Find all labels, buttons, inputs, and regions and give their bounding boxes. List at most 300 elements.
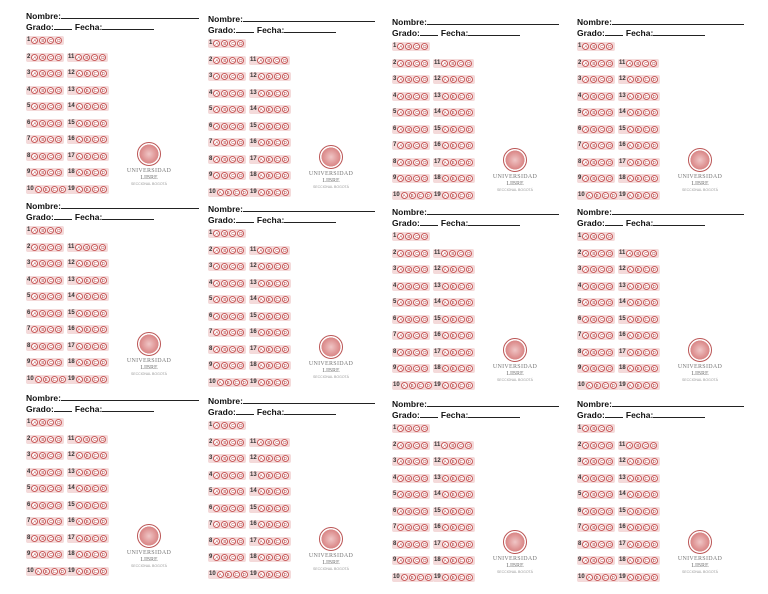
grado-blank[interactable] [236,214,254,223]
answer-bubble[interactable]: B [44,186,48,192]
answer-bubble[interactable]: D [652,574,656,580]
answer-bubble[interactable]: C [275,189,279,195]
answer-bubble[interactable]: C [231,264,235,269]
answer-bubble[interactable]: C [275,156,279,162]
answer-bubble[interactable]: A [628,459,632,464]
answer-bubble[interactable]: A [443,558,447,563]
answer-bubble[interactable]: A [259,439,263,445]
nombre-blank[interactable] [612,206,744,215]
answer-bubble[interactable]: D [652,283,656,289]
answer-bubble[interactable]: D [57,244,61,250]
answer-bubble[interactable]: A [77,436,81,442]
answer-bubble[interactable]: C [275,439,279,445]
answer-bubble[interactable]: A [402,382,406,388]
answer-bubble[interactable]: A [584,44,588,49]
answer-bubble[interactable]: C [644,77,648,82]
answer-bubble[interactable]: B [407,508,411,514]
answer-bubble[interactable]: B [267,173,271,178]
answer-bubble[interactable]: B [267,346,271,352]
answer-bubble[interactable]: D [283,140,287,145]
answer-bubble[interactable]: C [93,568,97,574]
answer-bubble[interactable]: B [636,176,640,181]
answer-bubble[interactable]: C [93,552,97,557]
answer-bubble[interactable]: D [101,87,105,93]
answer-bubble[interactable]: D [239,107,243,112]
answer-bubble[interactable]: A [33,104,37,109]
answer-bubble[interactable]: B [592,176,596,181]
answer-bubble[interactable]: D [426,382,430,388]
answer-bubble[interactable]: A [587,382,591,388]
answer-bubble[interactable]: D [283,123,287,129]
answer-bubble[interactable]: C [231,74,235,79]
answer-bubble[interactable]: D [467,316,471,322]
answer-bubble[interactable]: C [459,159,463,165]
answer-bubble[interactable]: C [231,297,235,302]
answer-bubble[interactable]: A [259,538,263,544]
answer-bubble[interactable]: B [451,176,455,181]
answer-bubble[interactable]: D [239,156,243,162]
answer-bubble[interactable]: D [423,492,427,497]
answer-bubble[interactable]: C [600,234,604,239]
answer-bubble[interactable]: A [33,310,37,316]
answer-bubble[interactable]: C [49,104,53,109]
answer-bubble[interactable]: C [234,571,238,577]
answer-bubble[interactable]: B [451,382,455,388]
answer-bubble[interactable]: B [267,123,271,129]
answer-bubble[interactable]: D [652,492,656,497]
answer-bubble[interactable]: C [415,508,419,514]
answer-bubble[interactable]: C [93,104,97,109]
answer-bubble[interactable]: D [426,192,430,198]
answer-bubble[interactable]: D [60,376,64,382]
answer-bubble[interactable]: C [93,436,97,442]
answer-bubble[interactable]: D [60,186,64,192]
answer-bubble[interactable]: D [101,519,105,524]
answer-bubble[interactable]: A [259,264,263,269]
answer-bubble[interactable]: B [85,453,89,458]
answer-bubble[interactable]: D [652,316,656,322]
answer-bubble[interactable]: C [93,310,97,316]
answer-bubble[interactable]: B [592,77,596,82]
answer-bubble[interactable]: B [267,107,271,112]
answer-bubble[interactable]: A [587,192,591,198]
answer-bubble[interactable]: C [644,541,648,547]
answer-bubble[interactable]: B [85,244,89,250]
nombre-blank[interactable] [61,200,199,209]
answer-bubble[interactable]: C [600,426,604,431]
answer-bubble[interactable]: A [33,327,37,332]
answer-bubble[interactable]: A [259,140,263,145]
answer-bubble[interactable]: C [600,541,604,547]
answer-bubble[interactable]: B [267,522,271,527]
answer-bubble[interactable]: D [423,250,427,256]
fecha-blank[interactable] [468,409,520,418]
answer-bubble[interactable]: D [283,538,287,544]
answer-bubble[interactable]: B [407,442,411,448]
answer-bubble[interactable]: C [49,54,53,60]
answer-bubble[interactable]: D [608,366,612,371]
answer-bubble[interactable]: A [33,453,37,458]
answer-bubble[interactable]: D [239,538,243,544]
answer-bubble[interactable]: D [467,508,471,514]
answer-bubble[interactable]: A [443,250,447,256]
answer-bubble[interactable]: B [407,459,411,464]
answer-bubble[interactable]: C [459,126,463,132]
answer-bubble[interactable]: D [423,283,427,289]
answer-bubble[interactable]: D [652,541,656,547]
answer-bubble[interactable]: D [467,60,471,66]
answer-bubble[interactable]: C [231,330,235,335]
answer-bubble[interactable]: C [459,93,463,99]
answer-bubble[interactable]: A [443,300,447,305]
answer-bubble[interactable]: B [223,555,227,560]
answer-bubble[interactable]: A [584,442,588,448]
answer-bubble[interactable]: C [415,110,419,115]
answer-bubble[interactable]: D [57,120,61,126]
answer-bubble[interactable]: B [267,90,271,96]
answer-bubble[interactable]: D [57,420,61,425]
answer-bubble[interactable]: D [57,104,61,109]
answer-bubble[interactable]: A [399,475,403,481]
answer-bubble[interactable]: D [57,228,61,233]
answer-bubble[interactable]: A [399,426,403,431]
answer-bubble[interactable]: C [644,366,648,371]
answer-bubble[interactable]: A [628,93,632,99]
answer-bubble[interactable]: C [231,123,235,129]
answer-bubble[interactable]: D [239,330,243,335]
answer-bubble[interactable]: C [459,366,463,371]
answer-bubble[interactable]: B [636,77,640,82]
grado-blank[interactable] [420,27,438,36]
answer-bubble[interactable]: D [57,469,61,475]
answer-bubble[interactable]: B [223,522,227,527]
answer-bubble[interactable]: A [259,313,263,319]
answer-bubble[interactable]: C [93,277,97,283]
answer-bubble[interactable]: A [33,87,37,93]
fecha-blank[interactable] [102,403,154,412]
answer-bubble[interactable]: B [592,316,596,322]
answer-bubble[interactable]: B [267,379,271,385]
answer-bubble[interactable]: C [644,508,648,514]
answer-bubble[interactable]: A [628,176,632,181]
nombre-blank[interactable] [243,395,375,404]
answer-bubble[interactable]: D [57,436,61,442]
answer-bubble[interactable]: A [399,316,403,322]
answer-bubble[interactable]: D [423,267,427,272]
answer-bubble[interactable]: C [459,475,463,481]
answer-bubble[interactable]: C [93,87,97,93]
answer-bubble[interactable]: A [443,77,447,82]
answer-bubble[interactable]: C [600,110,604,115]
answer-bubble[interactable]: B [410,192,414,198]
answer-bubble[interactable]: B [85,153,89,159]
answer-bubble[interactable]: B [223,505,227,511]
answer-bubble[interactable]: A [215,363,219,368]
answer-bubble[interactable]: C [231,90,235,96]
answer-bubble[interactable]: C [231,313,235,319]
answer-bubble[interactable]: C [93,469,97,475]
answer-bubble[interactable]: D [467,475,471,481]
answer-bubble[interactable]: A [259,107,263,112]
answer-bubble[interactable]: B [41,277,45,283]
answer-bubble[interactable]: C [49,453,53,458]
answer-bubble[interactable]: B [451,492,455,497]
answer-bubble[interactable]: B [85,294,89,299]
answer-bubble[interactable]: A [77,261,81,266]
answer-bubble[interactable]: C [93,502,97,508]
answer-bubble[interactable]: A [215,107,219,112]
answer-bubble[interactable]: C [459,192,463,198]
answer-bubble[interactable]: A [77,343,81,349]
answer-bubble[interactable]: D [283,313,287,319]
answer-bubble[interactable]: D [652,60,656,66]
answer-bubble[interactable]: B [267,538,271,544]
answer-bubble[interactable]: D [423,558,427,563]
answer-bubble[interactable]: D [101,568,105,574]
answer-bubble[interactable]: D [608,159,612,165]
answer-bubble[interactable]: B [223,313,227,319]
answer-bubble[interactable]: D [467,176,471,181]
answer-bubble[interactable]: B [451,267,455,272]
answer-bubble[interactable]: D [652,110,656,115]
answer-bubble[interactable]: C [644,159,648,165]
answer-bubble[interactable]: A [628,77,632,82]
answer-bubble[interactable]: A [33,38,37,43]
answer-bubble[interactable]: C [415,316,419,322]
answer-bubble[interactable]: D [101,294,105,299]
answer-bubble[interactable]: D [283,346,287,352]
answer-bubble[interactable]: D [467,192,471,198]
answer-bubble[interactable]: C [49,170,53,175]
fecha-blank[interactable] [284,214,336,223]
answer-bubble[interactable]: C [93,261,97,266]
answer-bubble[interactable]: A [33,420,37,425]
answer-bubble[interactable]: B [592,159,596,165]
answer-bubble[interactable]: A [215,297,219,302]
answer-bubble[interactable]: A [584,475,588,481]
answer-bubble[interactable]: C [93,120,97,126]
answer-bubble[interactable]: A [628,508,632,514]
answer-bubble[interactable]: C [275,505,279,511]
answer-bubble[interactable]: D [652,366,656,371]
answer-bubble[interactable]: D [467,77,471,82]
answer-bubble[interactable]: B [223,264,227,269]
answer-bubble[interactable]: B [85,343,89,349]
answer-bubble[interactable]: B [223,297,227,302]
answer-bubble[interactable]: D [423,176,427,181]
answer-bubble[interactable]: B [85,568,89,574]
answer-bubble[interactable]: B [41,54,45,60]
answer-bubble[interactable]: A [77,120,81,126]
fecha-blank[interactable] [653,27,705,36]
answer-bubble[interactable]: B [41,71,45,76]
answer-bubble[interactable]: D [101,310,105,316]
answer-bubble[interactable]: C [644,267,648,272]
answer-bubble[interactable]: A [399,77,403,82]
answer-bubble[interactable]: A [399,267,403,272]
answer-bubble[interactable]: C [644,475,648,481]
answer-bubble[interactable]: B [636,267,640,272]
answer-bubble[interactable]: D [652,250,656,256]
answer-bubble[interactable]: C [231,107,235,112]
answer-bubble[interactable]: B [592,558,596,563]
answer-bubble[interactable]: D [652,159,656,165]
fecha-blank[interactable] [653,409,705,418]
answer-bubble[interactable]: A [215,555,219,560]
answer-bubble[interactable]: A [628,250,632,256]
answer-bubble[interactable]: C [644,126,648,132]
answer-bubble[interactable]: A [584,110,588,115]
answer-bubble[interactable]: C [93,294,97,299]
answer-bubble[interactable]: A [36,376,40,382]
answer-bubble[interactable]: B [636,366,640,371]
answer-bubble[interactable]: C [275,456,279,461]
answer-bubble[interactable]: B [636,333,640,338]
answer-bubble[interactable]: A [33,469,37,475]
answer-bubble[interactable]: C [459,60,463,66]
answer-bubble[interactable]: A [259,489,263,494]
answer-bubble[interactable]: B [636,192,640,198]
answer-bubble[interactable]: B [636,475,640,481]
answer-bubble[interactable]: D [239,74,243,79]
answer-bubble[interactable]: D [283,57,287,63]
answer-bubble[interactable]: B [595,382,599,388]
answer-bubble[interactable]: B [226,571,230,577]
answer-bubble[interactable]: B [223,439,227,445]
answer-bubble[interactable]: D [467,283,471,289]
answer-bubble[interactable]: C [49,244,53,250]
answer-bubble[interactable]: A [215,538,219,544]
answer-bubble[interactable]: D [467,541,471,547]
answer-bubble[interactable]: B [451,366,455,371]
answer-bubble[interactable]: D [608,126,612,132]
answer-bubble[interactable]: A [399,442,403,448]
answer-bubble[interactable]: C [93,535,97,541]
answer-bubble[interactable]: D [426,574,430,580]
answer-bubble[interactable]: D [101,153,105,159]
answer-bubble[interactable]: B [223,247,227,253]
answer-bubble[interactable]: A [443,333,447,338]
answer-bubble[interactable]: B [407,267,411,272]
answer-bubble[interactable]: D [101,244,105,250]
answer-bubble[interactable]: C [459,558,463,563]
answer-bubble[interactable]: B [223,346,227,352]
answer-bubble[interactable]: C [415,426,419,431]
answer-bubble[interactable]: D [423,110,427,115]
answer-bubble[interactable]: C [415,442,419,448]
answer-bubble[interactable]: D [239,489,243,494]
answer-bubble[interactable]: D [467,93,471,99]
answer-bubble[interactable]: D [423,234,427,239]
answer-bubble[interactable]: D [423,126,427,132]
answer-bubble[interactable]: D [467,143,471,148]
answer-bubble[interactable]: C [415,77,419,82]
answer-bubble[interactable]: D [652,459,656,464]
answer-bubble[interactable]: C [93,376,97,382]
answer-bubble[interactable]: A [399,93,403,99]
answer-bubble[interactable]: A [584,283,588,289]
grado-blank[interactable] [420,409,438,418]
answer-bubble[interactable]: D [652,192,656,198]
answer-bubble[interactable]: C [93,343,97,349]
answer-bubble[interactable]: B [407,44,411,49]
answer-bubble[interactable]: D [242,571,246,577]
answer-bubble[interactable]: C [49,277,53,283]
answer-bubble[interactable]: C [415,558,419,563]
answer-bubble[interactable]: B [407,234,411,239]
answer-bubble[interactable]: C [275,472,279,478]
answer-bubble[interactable]: C [49,310,53,316]
answer-bubble[interactable]: D [101,376,105,382]
answer-bubble[interactable]: C [459,77,463,82]
answer-bubble[interactable]: B [226,189,230,195]
answer-bubble[interactable]: A [215,264,219,269]
answer-bubble[interactable]: B [592,492,596,497]
answer-bubble[interactable]: C [459,525,463,530]
answer-bubble[interactable]: D [239,456,243,461]
answer-bubble[interactable]: D [239,313,243,319]
answer-bubble[interactable]: D [608,508,612,514]
answer-bubble[interactable]: B [85,170,89,175]
answer-bubble[interactable]: B [41,486,45,491]
answer-bubble[interactable]: C [644,60,648,66]
answer-bubble[interactable]: D [467,574,471,580]
answer-bubble[interactable]: C [415,143,419,148]
answer-bubble[interactable]: C [418,192,422,198]
answer-bubble[interactable]: D [423,93,427,99]
answer-bubble[interactable]: A [399,459,403,464]
answer-bubble[interactable]: D [608,60,612,66]
grado-blank[interactable] [54,403,72,412]
answer-bubble[interactable]: D [423,541,427,547]
answer-bubble[interactable]: D [57,486,61,491]
answer-bubble[interactable]: D [57,261,61,266]
answer-bubble[interactable]: D [608,234,612,239]
answer-bubble[interactable]: A [399,60,403,66]
answer-bubble[interactable]: C [234,379,238,385]
nombre-blank[interactable] [243,13,375,22]
answer-bubble[interactable]: B [85,436,89,442]
answer-bubble[interactable]: D [652,77,656,82]
grado-blank[interactable] [236,24,254,33]
answer-bubble[interactable]: A [628,475,632,481]
answer-bubble[interactable]: C [49,502,53,508]
answer-bubble[interactable]: C [231,363,235,368]
answer-bubble[interactable]: C [644,349,648,355]
answer-bubble[interactable]: D [239,505,243,511]
answer-bubble[interactable]: D [283,330,287,335]
answer-bubble[interactable]: B [592,442,596,448]
answer-bubble[interactable]: C [459,459,463,464]
answer-bubble[interactable]: B [592,267,596,272]
answer-bubble[interactable]: A [259,247,263,253]
answer-bubble[interactable]: A [33,519,37,524]
answer-bubble[interactable]: C [49,153,53,159]
answer-bubble[interactable]: D [283,571,287,577]
answer-bubble[interactable]: C [49,535,53,541]
answer-bubble[interactable]: B [267,313,271,319]
answer-bubble[interactable]: B [85,360,89,365]
answer-bubble[interactable]: B [41,261,45,266]
answer-bubble[interactable]: A [584,558,588,563]
answer-bubble[interactable]: D [608,93,612,99]
answer-bubble[interactable]: B [451,558,455,563]
answer-bubble[interactable]: D [57,277,61,283]
answer-bubble[interactable]: A [628,541,632,547]
answer-bubble[interactable]: B [407,93,411,99]
answer-bubble[interactable]: A [259,555,263,560]
answer-bubble[interactable]: B [451,110,455,115]
